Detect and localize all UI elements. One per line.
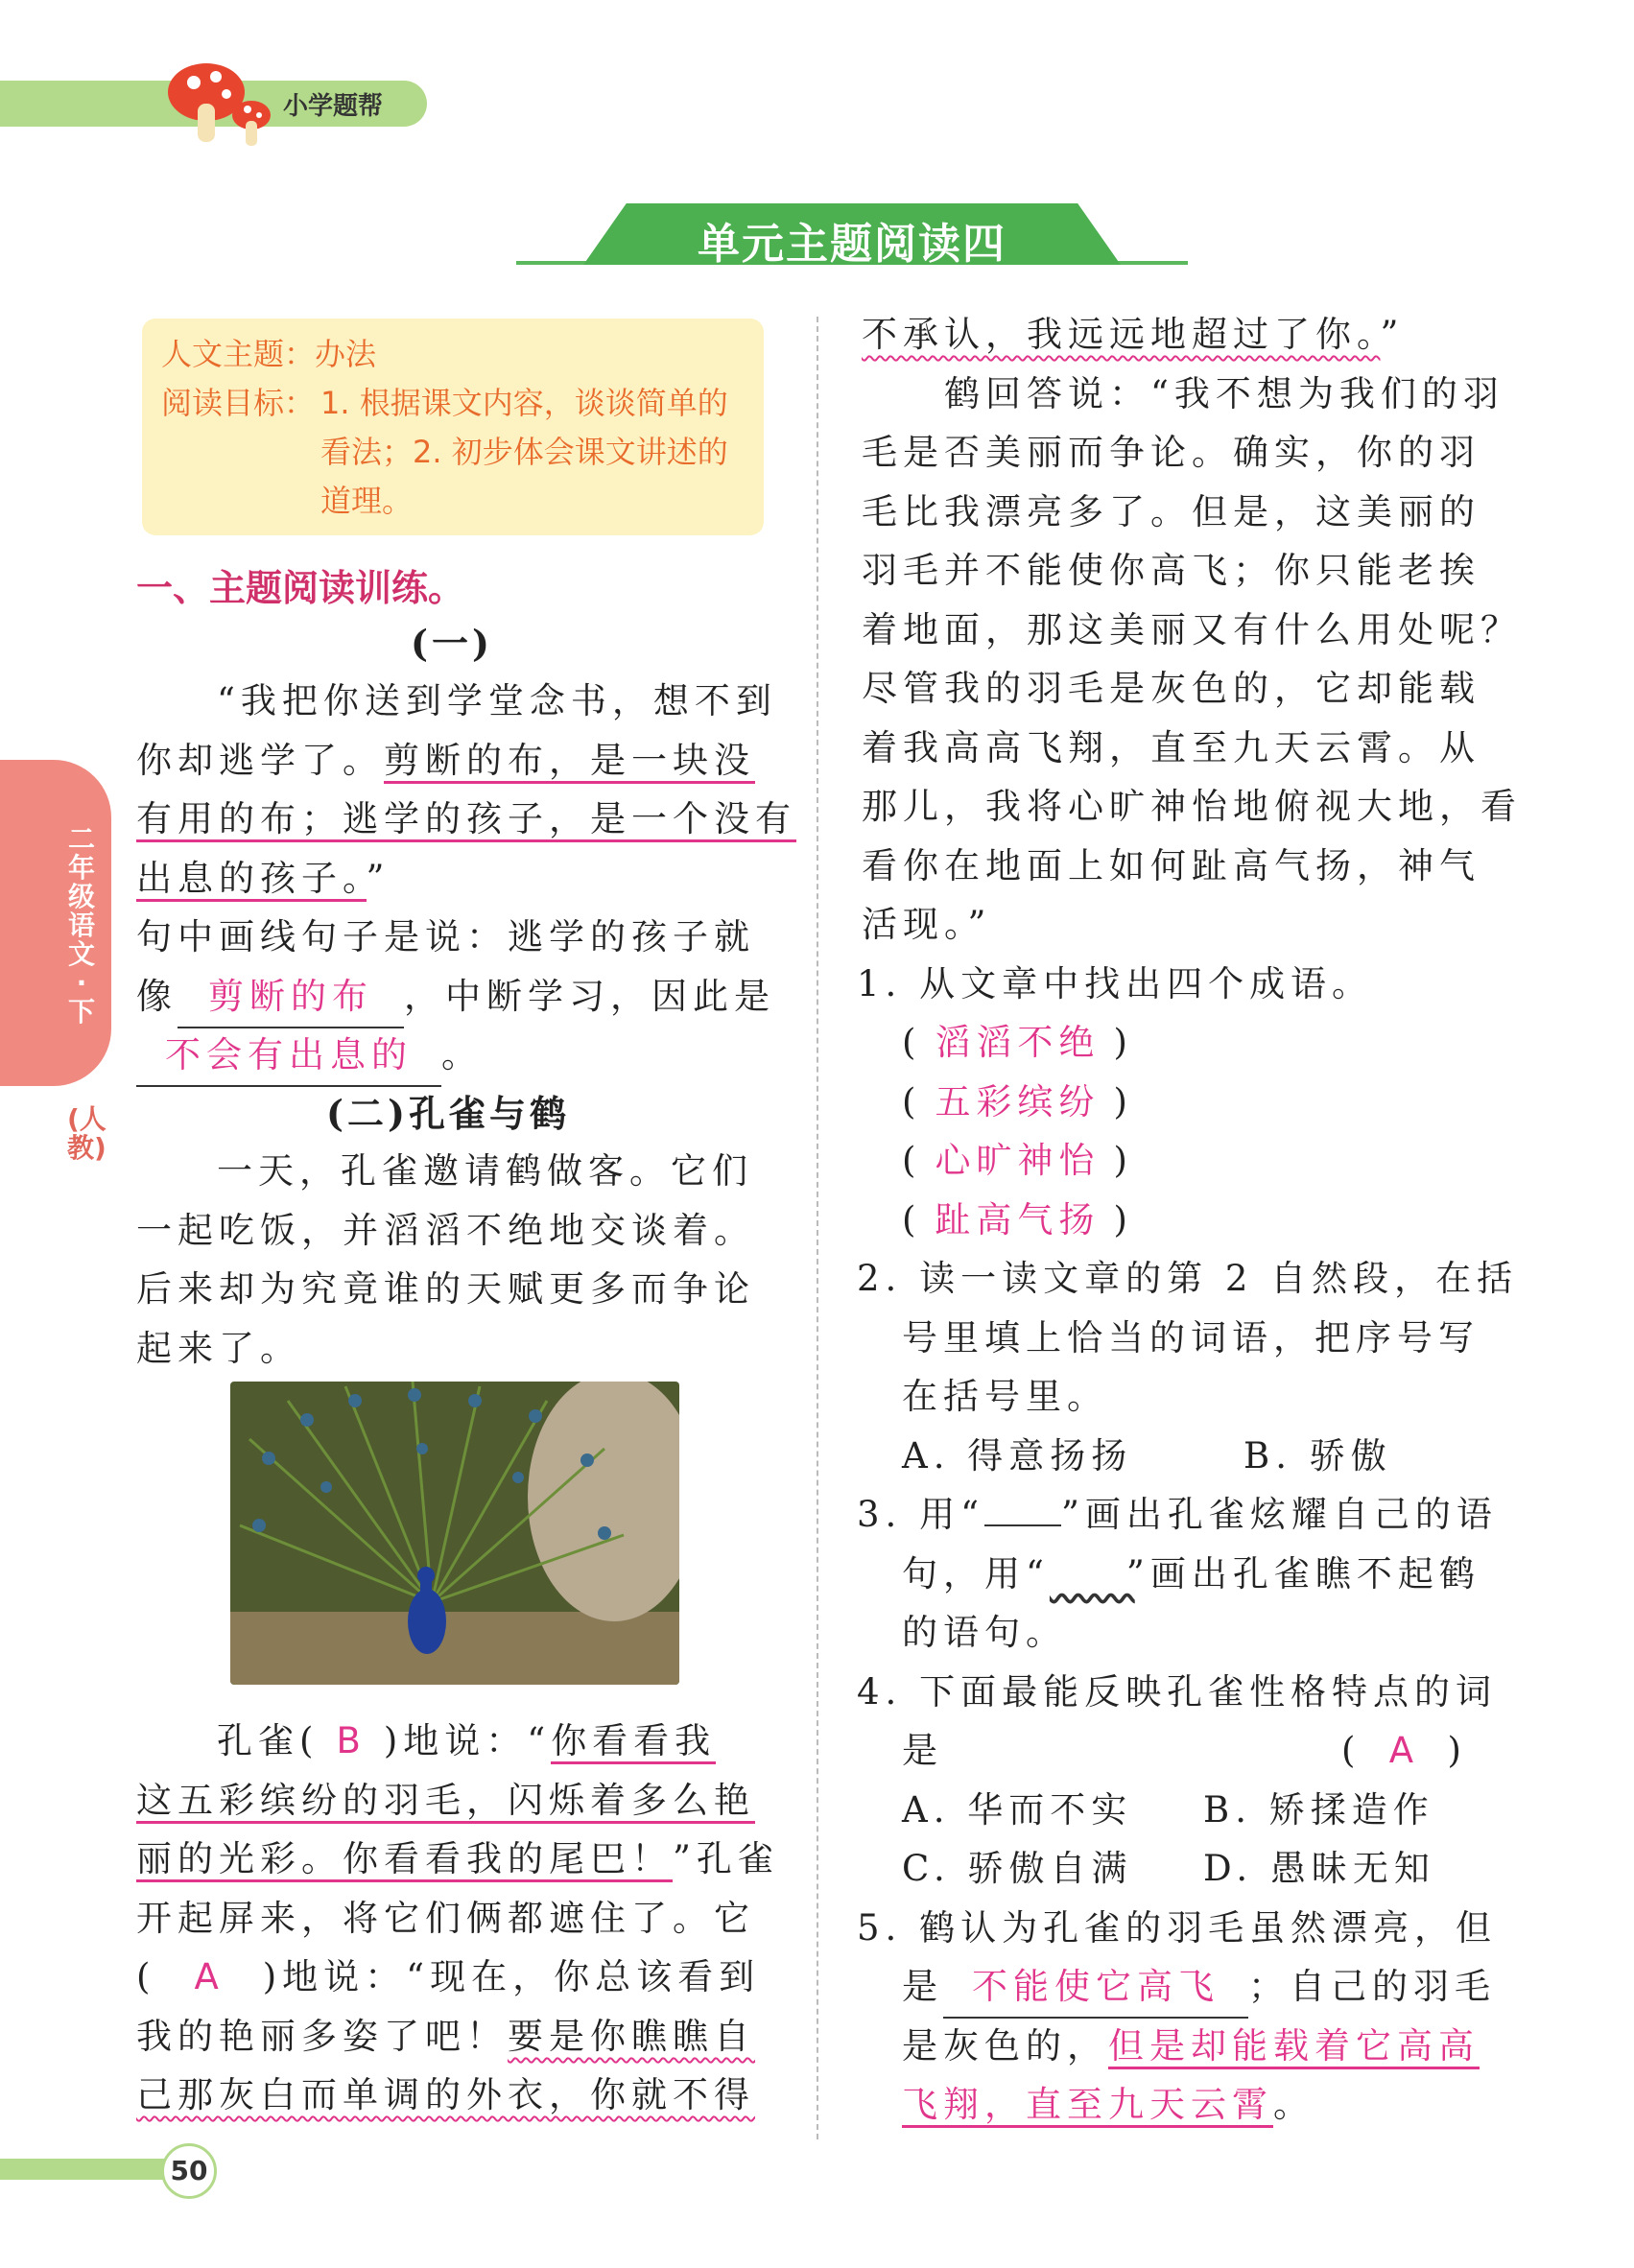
text-line: 起来了。 [136,1328,301,1369]
question-3: 3. 用“ ”画出孔雀炫耀自己的语 [857,1494,1498,1535]
question-1: 1. 从文章中找出四个成语。 [857,963,1374,1004]
text-line: 我的艳丽多姿了吧！要是你瞧瞧自 [136,2016,755,2057]
text-line: 鹤回答说：“我不想为我们的羽 [944,373,1504,414]
text-line: 孔雀( B )地说：“你看看我 [217,1712,716,1771]
theme-label: 人文主题：办法 [161,336,377,372]
text-line: 丽的光彩。你看看我的尾巴！”孔雀 [136,1830,779,1889]
text-line: 不承认，我远远地超过了你。” [862,314,1405,355]
footer-bar [0,2159,184,2180]
goal-line: 1. 根据课文内容，谈谈简单的 [320,385,728,421]
text-line: 着地面，那这美丽又有什么用处呢？ [862,609,1522,650]
question-2: 号里填上恰当的词语，把序号写 [902,1317,1480,1358]
option: D. 愚昧无知 [1203,1848,1435,1889]
question-4: 4. 下面最能反映孔雀性格特点的词 [857,1671,1498,1713]
grade-label: 二年级语文·下 [67,823,95,1028]
text-line: “我把你送到学堂念书，想不到 [217,680,777,721]
text-line: 着我高高飞翔，直至九天云霄。从 [862,727,1480,768]
goal-line: 看法；2. 初步体会课文讲述的 [320,434,728,470]
mushroom-logo-icon [163,56,278,152]
question-line: 句中画线句子是说：逃学的孩子就 [136,916,755,957]
part2-title: (二)孔雀与鹤 [326,1092,570,1135]
text-line: 一起吃饭，并滔滔不绝地交谈着。 [136,1210,755,1251]
question-line: 像 剪断的布 ，中断学习，因此是 [136,967,775,1028]
text-line: 毛是否美丽而争论。确实，你的羽 [862,432,1480,473]
text-line: 看你在地面上如何趾高气扬，神气 [862,845,1480,886]
question-2: 2. 读一读文章的第 2 自然段，在括 [857,1258,1519,1299]
answer: 不能使它高飞 [972,1966,1220,2007]
page-title: 单元主题阅读四 [698,220,1006,269]
text-line: 开起屏来，将它们俩都遮住了。它 [136,1898,755,1939]
idiom-answer: ( 五彩缤纷 ) [902,1081,1133,1122]
option: B. 骄傲 [1243,1435,1392,1477]
drawn-underline: 剪断的布，是一块没 [384,740,755,784]
question-3: 的语句。 [902,1612,1067,1653]
answer-bracket: ( A ) [1341,1730,1467,1771]
option: A. 得意扬扬 [902,1435,1133,1477]
section-heading: 一、主题阅读训练。 [136,567,465,609]
text-line: 这五彩缤纷的羽毛，闪烁着多么艳 [136,1771,755,1831]
text-line: ( A )地说：“现在，你总该看到 [136,1956,761,1997]
page-number: 50 [161,2143,217,2199]
text-line: 己那灰白而单调的外衣，你就不得 [136,2074,755,2115]
idiom-answer: ( 趾高气扬 ) [902,1199,1133,1240]
idiom-answer: ( 滔滔不绝 ) [902,1022,1133,1063]
question-5: 5. 鹤认为孔雀的羽毛虽然漂亮，但 [857,1907,1498,1949]
answer: A [194,1956,225,1997]
text-line: 尽管我的羽毛是灰色的，它却能载 [862,668,1480,709]
answer: 飞翔，直至九天云霄 [902,2084,1273,2128]
question-2: 在括号里。 [902,1376,1108,1417]
option: A. 华而不实 [902,1789,1133,1831]
edition-label: (人教) [67,1103,107,1164]
text-line: 你却逃学了。剪断的布，是一块没 [136,731,755,791]
question-5: 是灰色的，但是却能载着它高高 [902,2017,1480,2076]
question-3: 句，用“ ”画出孔雀瞧不起鹤 [902,1553,1480,1595]
answer: 不会有出息的 [165,1034,413,1075]
brand-name: 小学题帮 [283,92,384,121]
question-4: 是 [902,1730,943,1771]
option: C. 骄傲自满 [902,1848,1133,1889]
question-line: 不会有出息的 。 [136,1026,483,1087]
column-divider [817,317,818,2139]
text-line: 毛比我漂亮多了。但是，这美丽的 [862,491,1480,532]
idiom-answer: ( 心旷神怡 ) [902,1140,1133,1181]
option: B. 矫揉造作 [1203,1789,1434,1831]
goal-label: 阅读目标： [161,385,316,421]
text-line: 羽毛并不能使你高飞；你只能老挨 [862,550,1480,591]
part1-title: (一) [411,622,493,665]
peacock-photo [230,1382,679,1685]
answer: 但是却能载着它高高 [1108,2025,1480,2069]
question-5: 飞翔，直至九天云霄。 [902,2075,1314,2135]
question-5: 是 不能使它高飞 ；自己的羽毛 [902,1957,1496,2019]
text-line: 后来却为究竟谁的天赋更多而争论 [136,1268,755,1310]
text-line: 出息的孩子。” [136,849,390,909]
text-line: 有用的布；逃学的孩子，是一个没有 [136,790,796,849]
text-line: 一天，孔雀邀请鹤做客。它们 [217,1150,753,1192]
text-line: 活现。” [862,904,992,945]
text-line: 那儿，我将心旷神怡地俯视大地，看 [862,786,1522,827]
goal-line: 道理。 [320,483,414,519]
answer: B [336,1720,367,1761]
answer: 剪断的布 [208,976,373,1017]
